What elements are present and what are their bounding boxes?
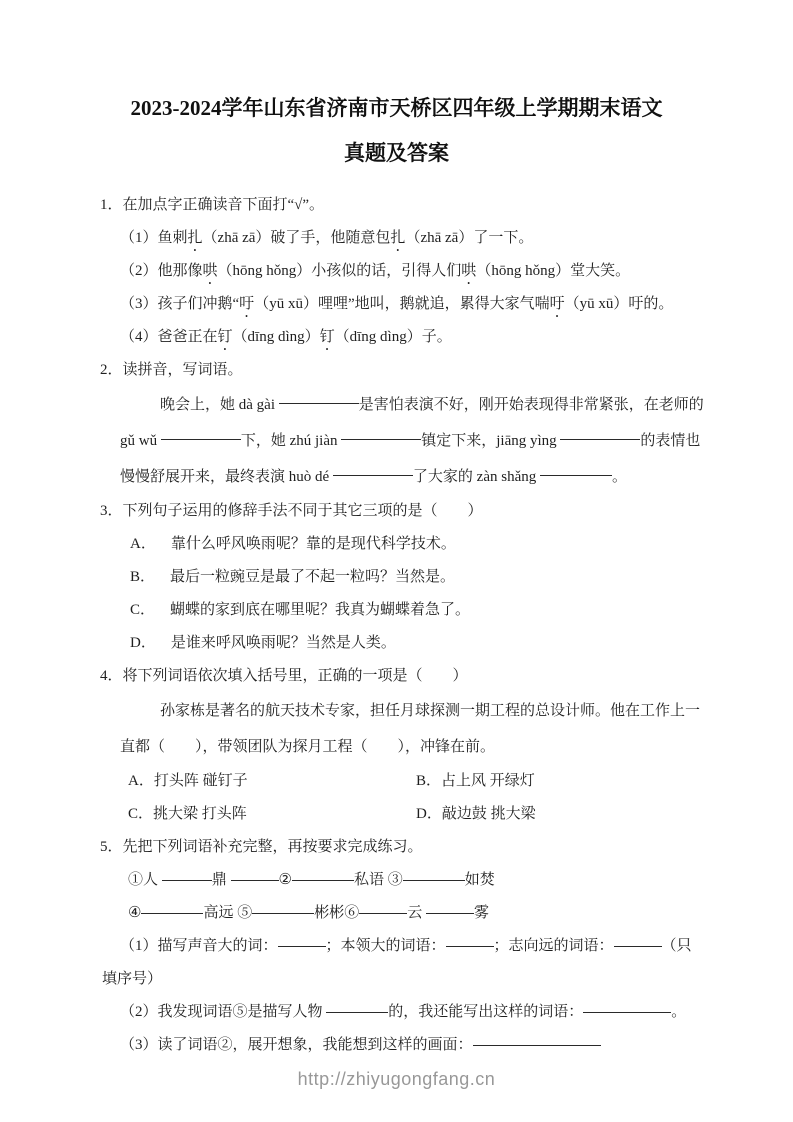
question-4-paragraph-line-1 — [100, 693, 703, 729]
text-segment: ④ — [128, 905, 142, 921]
text-segment: 了大家的 zàn shǎng — [412, 469, 540, 485]
text-segment: 1．在加点字正确读音下面打“√”。 — [100, 197, 325, 213]
option-letter: A． — [130, 536, 156, 552]
footer-url: http://zhiyugongfang.cn — [297, 1069, 496, 1089]
text-segment: 。 — [671, 1004, 687, 1020]
answer-blank — [446, 932, 494, 947]
dotted-character: 钉 — [319, 329, 335, 345]
text-segment: （yū xū）哩哩”地叫，鹅就追，累得大家气喘 — [254, 296, 550, 312]
answer-blank — [583, 998, 671, 1013]
question-5-item-3 — [100, 1029, 703, 1062]
text-segment: 的，我还能写出这样的词语： — [388, 1004, 584, 1020]
option-letter: D． — [130, 635, 156, 651]
dotted-character: 哄 — [461, 263, 477, 279]
text-segment: 是谁来呼风唤雨呢？当然是人类。 — [170, 635, 396, 651]
text-segment: 高远 ⑤ — [203, 905, 253, 921]
question-4-options-row-1 — [100, 765, 703, 798]
question-5-item-1-line-1 — [100, 930, 703, 963]
answer-blank — [540, 461, 612, 476]
document-title — [0, 0, 793, 176]
text-segment: 私语 ③ — [353, 872, 403, 888]
question-4-stem — [100, 660, 703, 693]
question-1-item-3 — [100, 288, 703, 321]
text-segment: 2．读拼音，写词语。 — [100, 362, 243, 378]
text-segment: 的表情也 — [640, 433, 701, 449]
text-segment: 直都（ ），带领团队为探月工程（ ），冲锋在前。 — [120, 739, 496, 755]
answer-blank — [560, 425, 640, 440]
answer-blank — [426, 899, 474, 914]
question-1-stem — [100, 189, 703, 222]
option-letter: B． — [130, 569, 156, 585]
text-segment: 云 — [407, 905, 426, 921]
question-3-option-b — [100, 561, 703, 594]
option-text: B．占上风 开绿灯 — [416, 773, 535, 789]
question-5-item-1-line-2 — [100, 963, 703, 996]
question-5-words-line-2 — [100, 897, 703, 930]
answer-blank — [473, 1031, 601, 1046]
dotted-character: 吁 — [549, 296, 565, 312]
text-segment: （hōng hǒng）小孩似的话，引得人们 — [217, 263, 462, 279]
text-segment: （hōng hǒng）堂大笑。 — [476, 263, 631, 279]
question-4-paragraph-line-2 — [100, 729, 703, 765]
text-segment: 3．下列句子运用的修辞手法不同于其它三项的是（ ） — [100, 503, 483, 519]
document-title-line1: 2023-2024学年山东省济南市天桥区四年级上学期期末语文 — [130, 96, 663, 120]
question-4-options-row-2 — [100, 798, 703, 831]
text-segment: 下，她 zhú jiàn — [240, 433, 342, 449]
text-segment: ①人 — [128, 872, 162, 888]
text-segment: 。 — [611, 469, 627, 485]
answer-blank — [403, 866, 465, 881]
dotted-character: 扎 — [390, 230, 406, 246]
text-segment: （dīng dìng） — [232, 329, 320, 345]
text-segment: （2）他那像 — [120, 263, 203, 279]
answer-blank — [292, 866, 354, 881]
text-segment: 镇定下来，jiāng yìng — [421, 433, 561, 449]
text-segment: （3）孩子们冲鹅“ — [120, 296, 240, 312]
text-segment: 孙家栋是著名的航天技术专家，担任月球探测一期工程的总设计师。他在工作上一 — [160, 703, 701, 719]
document-title-line2: 真题及答案 — [344, 141, 449, 165]
text-segment: ；志向远的词语： — [493, 938, 614, 954]
answer-blank — [161, 425, 241, 440]
answer-blank — [162, 866, 212, 881]
text-segment: 慢慢舒展开来，最终表演 huò dé — [120, 469, 333, 485]
question-1-item-4 — [100, 321, 703, 354]
question-5-words-line-1 — [100, 864, 703, 897]
text-segment: （只 — [661, 938, 692, 954]
text-segment: gǔ wǔ — [120, 433, 161, 449]
option-text: D．敲边鼓 挑大梁 — [416, 806, 536, 822]
answer-blank — [279, 389, 359, 404]
text-segment: （1）描写声音大的词： — [120, 938, 278, 954]
question-2-paragraph-line-1 — [100, 387, 703, 423]
question-3-option-c — [100, 594, 703, 627]
answer-blank — [252, 899, 314, 914]
text-segment: （yū xū）吁的。 — [564, 296, 674, 312]
answer-blank — [614, 932, 662, 947]
text-segment: ② — [278, 872, 292, 888]
answer-blank — [141, 899, 203, 914]
text-segment: ；本领大的词语： — [325, 938, 446, 954]
exam-body — [0, 176, 793, 1062]
text-segment: 蝴蝶的家到底在哪里呢？我真为蝴蝶着急了。 — [170, 602, 471, 618]
answer-blank — [278, 932, 326, 947]
dotted-character: 哄 — [202, 263, 218, 279]
question-3-stem — [100, 495, 703, 528]
dotted-character: 钉 — [217, 329, 233, 345]
text-segment: 如焚 — [464, 872, 495, 888]
question-2-paragraph-line-3 — [100, 459, 703, 495]
question-5-stem — [100, 831, 703, 864]
option-text: A．打头阵 碰钉子 — [128, 773, 248, 789]
answer-blank — [231, 866, 279, 881]
answer-blank — [333, 461, 413, 476]
option-letter: C． — [130, 602, 156, 618]
text-segment: 彬彬⑥ — [314, 905, 360, 921]
answer-blank — [341, 425, 421, 440]
answer-blank — [359, 899, 407, 914]
question-3-option-d — [100, 627, 703, 660]
text-segment: （dīng dìng）子。 — [334, 329, 452, 345]
text-segment: 最后一粒豌豆是最了不起一粒吗？当然是。 — [170, 569, 456, 585]
question-1-item-2 — [100, 255, 703, 288]
text-segment: 雾 — [474, 905, 490, 921]
answer-blank — [326, 998, 388, 1013]
question-2-stem — [100, 354, 703, 387]
question-5-item-2 — [100, 996, 703, 1029]
text-segment: （2）我发现词语⑤是描写人物 — [120, 1004, 327, 1020]
text-segment: （4）爸爸正在 — [120, 329, 218, 345]
text-segment: 4．将下列词语依次填入括号里，正确的一项是（ ） — [100, 668, 468, 684]
text-segment: （zhā zā）了一下。 — [405, 230, 534, 246]
text-segment: （3）读了词语②，展开想象，我能想到这样的画面： — [120, 1037, 473, 1053]
dotted-character: 吁 — [239, 296, 255, 312]
option-text: C．挑大梁 打头阵 — [128, 806, 247, 822]
question-2-paragraph-line-2 — [100, 423, 703, 459]
text-segment: （1）鱼刺 — [120, 230, 188, 246]
question-3-option-a — [100, 528, 703, 561]
text-segment: 是害怕表演不好，刚开始表现得非常紧张，在老师的 — [358, 397, 704, 413]
dotted-character: 扎 — [187, 230, 203, 246]
text-segment: 5．先把下列词语补充完整，再按要求完成练习。 — [100, 839, 423, 855]
text-segment: 靠什么呼风唤雨呢？靠的是现代科学技术。 — [170, 536, 456, 552]
text-segment: 鼎 — [211, 872, 231, 888]
question-1-item-1 — [100, 222, 703, 255]
text-segment: （zhā zā）破了手，他随意包 — [202, 230, 391, 246]
text-segment: 晚会上，她 dà gài — [160, 397, 279, 413]
text-segment: 填序号） — [102, 971, 163, 987]
